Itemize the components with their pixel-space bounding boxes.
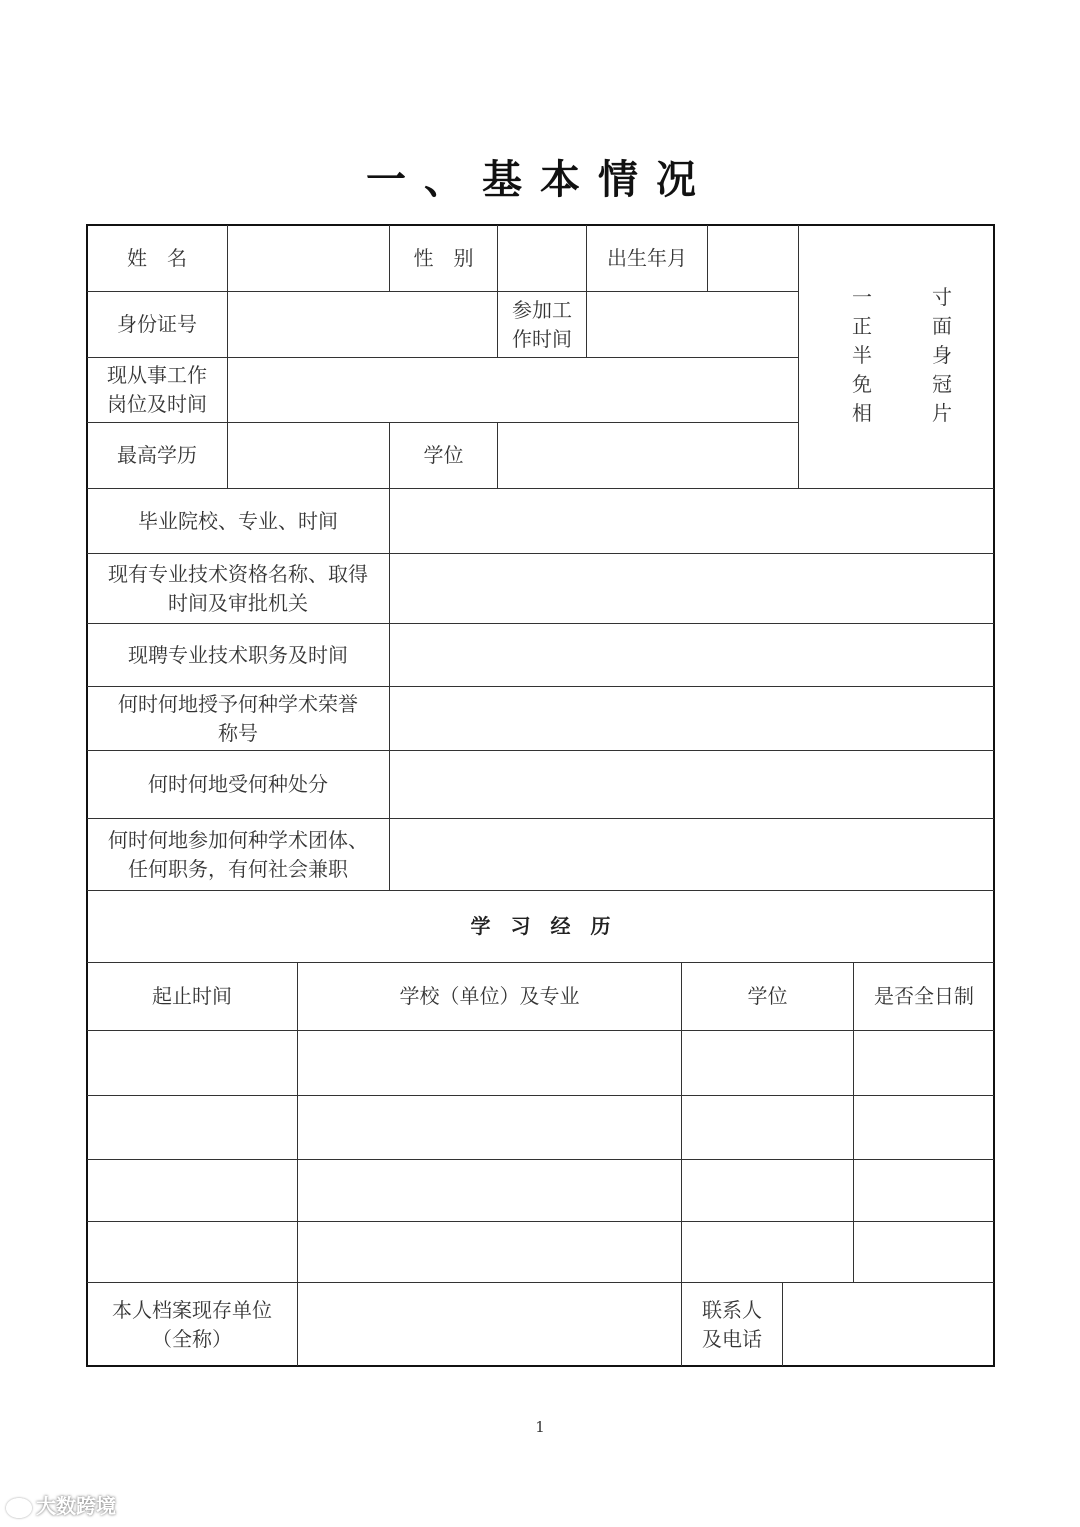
position-label: 现聘专业技术职务及时间 bbox=[128, 642, 348, 667]
contact-field[interactable] bbox=[783, 1283, 994, 1366]
study-section-title: 学 习 经 历 bbox=[470, 914, 611, 938]
page-title: 一、基本情况 bbox=[366, 156, 714, 203]
study-header-school: 学校（单位）及专业 bbox=[399, 984, 580, 1008]
society-label: 何时何地参加何种学术团体、 任何职务，有何社会兼职 bbox=[108, 827, 368, 881]
archive-field[interactable] bbox=[298, 1283, 681, 1366]
honor-field[interactable] bbox=[390, 687, 994, 750]
name-label: 姓 名 bbox=[127, 245, 187, 270]
gender-label: 性 别 bbox=[413, 245, 474, 270]
photo-instruction: 一 正 半 免 相 寸 面 身 冠 片 bbox=[852, 285, 952, 425]
watermark-logo-icon bbox=[6, 1498, 32, 1518]
punishment-label: 何时何地受何种处分 bbox=[148, 772, 328, 796]
punishment-field[interactable] bbox=[390, 751, 994, 818]
study-row[interactable] bbox=[87, 1222, 994, 1282]
study-row[interactable] bbox=[87, 1160, 994, 1221]
current-post-label: 现从事工作 岗位及时间 bbox=[107, 363, 207, 416]
work-start-label: 参加工 作时间 bbox=[512, 297, 572, 351]
honor-label: 何时何地授予何种学术荣誉 称号 bbox=[118, 691, 358, 745]
watermark-text: 大数跨境 bbox=[36, 1494, 116, 1518]
page-number: 1 bbox=[535, 1418, 545, 1436]
work-start-field[interactable] bbox=[587, 292, 798, 357]
society-field[interactable] bbox=[390, 819, 994, 890]
education-label: 最高学历 bbox=[117, 443, 197, 467]
contact-label: 联系人 及电话 bbox=[702, 1297, 762, 1351]
qualification-field[interactable] bbox=[390, 554, 994, 623]
study-header-period: 起止时间 bbox=[152, 984, 232, 1008]
watermark bbox=[6, 1490, 116, 1519]
birth-field[interactable] bbox=[708, 225, 798, 291]
study-row[interactable] bbox=[87, 1031, 994, 1095]
graduation-label: 毕业院校、专业、时间 bbox=[138, 508, 338, 533]
education-field[interactable] bbox=[228, 423, 389, 488]
degree-field[interactable] bbox=[498, 423, 798, 488]
id-field[interactable] bbox=[228, 292, 497, 357]
graduation-field[interactable] bbox=[390, 489, 994, 553]
archive-label: 本人档案现存单位 （全称） bbox=[112, 1297, 272, 1351]
name-field[interactable] bbox=[228, 225, 389, 291]
id-label: 身份证号 bbox=[117, 312, 197, 336]
degree-label: 学位 bbox=[423, 443, 464, 467]
position-field[interactable] bbox=[390, 624, 994, 686]
study-header-degree: 学位 bbox=[747, 984, 788, 1008]
study-row[interactable] bbox=[87, 1096, 994, 1159]
birth-label: 出生年月 bbox=[607, 245, 687, 270]
current-post-field[interactable] bbox=[228, 358, 798, 422]
study-header-fulltime: 是否全日制 bbox=[874, 984, 974, 1008]
gender-field[interactable] bbox=[498, 225, 586, 291]
qualification-label: 现有专业技术资格名称、取得 时间及审批机关 bbox=[108, 561, 368, 615]
